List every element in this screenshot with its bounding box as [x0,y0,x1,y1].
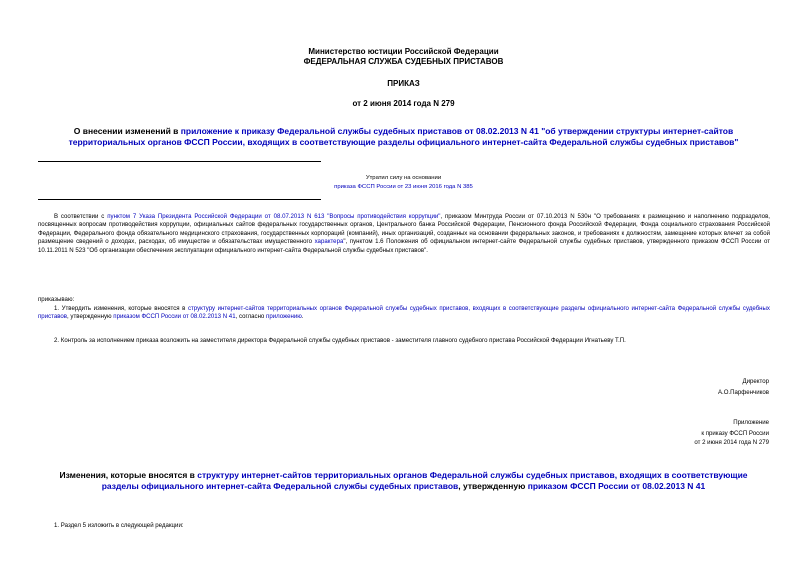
changes-title-link[interactable]: структуру интернет-сайтов территориальных органов Федеральной службы судебных приставов, входящих в соответствующие разделы официального интернет-сайта Федеральной службы судебных приставов [101,470,748,491]
service-name: ФЕДЕРАЛЬНАЯ СЛУЖБА СУДЕБНЫХ ПРИСТАВОВ [303,57,504,66]
preamble-paragraph [38,213,770,255]
appendix-to: к приказу ФССП России [701,430,769,438]
signature-block [718,378,769,398]
status-link[interactable]: приказа ФССП России от 23 июня 2016 года N 385 [334,184,473,190]
order-word: приказываю: [38,296,75,303]
preamble-text-2: , приказом Минтруда России от 07.10.2013 N 530н "О требованиях к размещению и наполнению подразделов, посвященных вопросам противодействия коррупции, официальных сайтов федеральных государственных органов, Центрального банка Российской Федерации, Пенсионного фонда Российской Федерации, Фонда социального страхования Российской Федерации, Федерального фонда обязательного медицинского страхования, государственных корпораций (компаний), иных организаций, созданных на основании федеральных законов, и требованиях к должностям, замещение которых влечет за собой размещение сведений о доходах, расходах, об имуществе и обязательствах имущественного [38,213,771,246]
order-item-1-text-b: , утвержденную [67,313,114,321]
divider-top [38,161,321,162]
order-item-1-link-order[interactable]: приказом ФССП России от 08.02.2013 N 41 [113,313,236,321]
preamble-link-decree[interactable]: пунктом 7 Указа Президента Российской Федерации от 08.07.2013 N 613 "Вопросы противодействия коррупции" [107,213,441,220]
preamble-text-1: В соответствии с [54,213,108,220]
signature-position: Директор [742,378,769,385]
preamble-link-character[interactable]: характера [314,238,344,246]
section-item-1: 1. Раздел 5 изложить в следующей редакции: [54,522,184,529]
appendix-label: Приложение [733,419,769,426]
changes-title-middle: , утвержденную [458,481,528,491]
divider-bottom [38,199,321,200]
order-item-1-text-c: , согласно [235,313,267,321]
changes-title [40,470,767,492]
order-item-1-link-structure[interactable]: структуру интернет-сайтов территориальных органов Федеральной службы судебных приставов, входящих в соответствующие разделы официального интернет-сайта Федеральной службы судебных приставов [38,305,770,321]
document-title [40,126,767,148]
signature-name: А.О.Парфенчиков [717,389,769,397]
appendix-block [694,419,769,447]
title-prefix: О внесении изменений в [73,126,181,136]
appendix-date: от 2 июня 2014 года N 279 [694,438,769,446]
ministry-name: Министерство юстиции Российской Федерации [308,47,499,56]
order-item-1-text-d: . [301,313,304,321]
preamble-text-3: ", пунктом 1.6 Положения об официальном интернет-сайте Федеральной службы судебных приставов, утвержденного приказом ФССП России от 10.11.2011 N 523 "Об организации обеспечения эксплуатации официального интернет-сайта Федеральной службы судебных приставов". [38,238,770,254]
document-header [0,47,807,67]
order-item-2: 2. Контроль за исполнением приказа возложить на заместителя директора Федеральной службы судебных приставов - заместителя главного судебного пристава Российской Федерации Игнатьеву Т.П. [54,337,626,344]
changes-title-link-order[interactable]: приказом ФССП России от 08.02.2013 N 41 [527,481,706,491]
order-item-1-link-appendix[interactable]: приложению [266,313,302,321]
status-text: Утратил силу на основании [365,175,442,181]
document-type: ПРИКАЗ [387,79,420,88]
title-link[interactable]: приложение к приказу Федеральной службы судебных приставов от 08.02.2013 N 41 "об утверждении структуры интернет-сайтов территориальных органов ФССП России, входящих в соответствующие разделы официального интернет-сайта Федеральной службы судебных приставов" [68,126,739,147]
order-item-1 [38,305,770,322]
changes-title-prefix: Изменения, которые вносятся в [59,470,198,480]
document-date-number: от 2 июня 2014 года N 279 [352,99,455,108]
order-item-1-text-a: 1. Утвердить изменения, которые вносятся в [54,305,188,312]
